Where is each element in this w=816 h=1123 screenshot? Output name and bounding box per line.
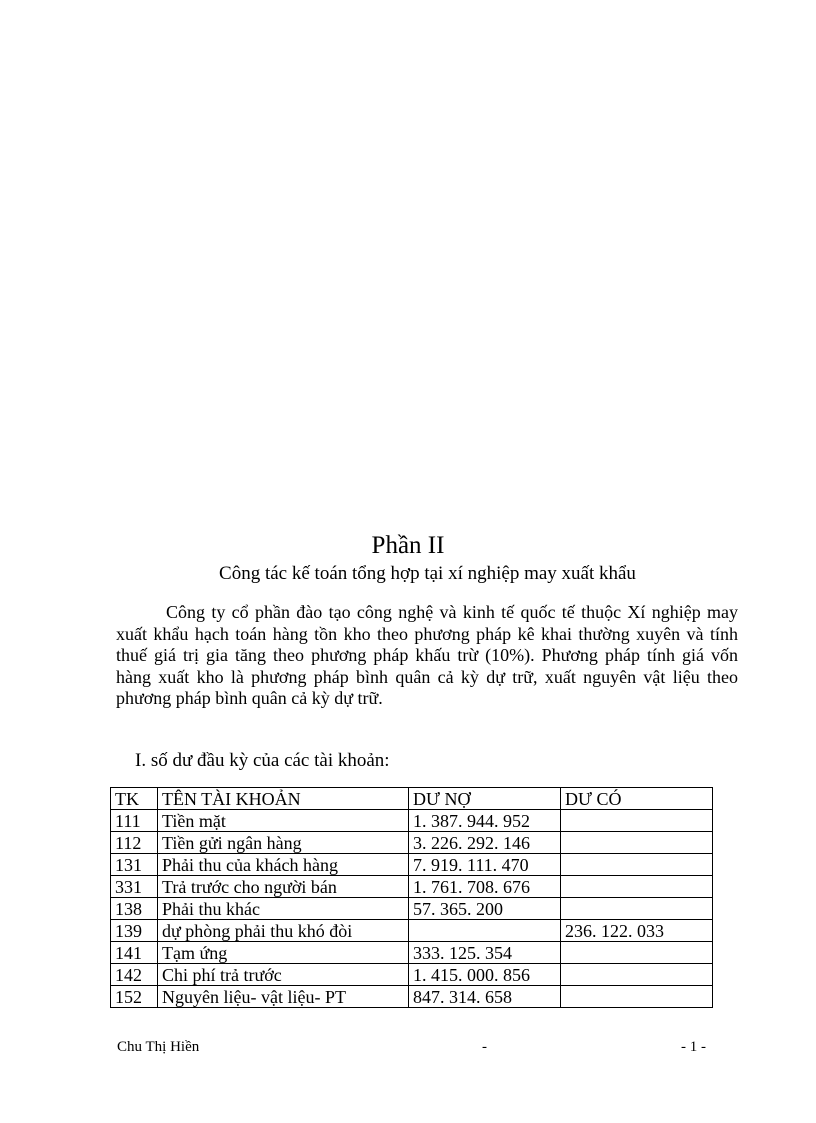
table-row — [111, 986, 713, 1008]
cell-credit — [561, 854, 713, 876]
cell-tk: 111 — [111, 810, 158, 832]
cell-credit — [561, 986, 713, 1008]
header-debit: DƯ NỢ — [409, 788, 561, 810]
cell-debit: 1. 761. 708. 676 — [409, 876, 561, 898]
table-row — [111, 898, 713, 920]
table-row — [111, 854, 713, 876]
cell-tk: 139 — [111, 920, 158, 942]
cell-account-name: Tiền gửi ngân hàng — [158, 832, 409, 854]
table-row — [111, 920, 713, 942]
footer-author: Chu Thị Hiền — [117, 1039, 200, 1055]
header-account-name: TÊN TÀI KHOẢN — [158, 788, 409, 810]
cell-credit — [561, 898, 713, 920]
cell-tk: 112 — [111, 832, 158, 854]
section-heading: I. số dư đầu kỳ của các tài khoản: — [135, 750, 390, 771]
table-row — [111, 832, 713, 854]
cell-credit — [561, 832, 713, 854]
page-title: Phần II — [371, 532, 445, 559]
cell-credit: 236. 122. 033 — [561, 920, 713, 942]
header-credit: DƯ CÓ — [561, 788, 713, 810]
cell-credit — [561, 964, 713, 986]
cell-debit: 57. 365. 200 — [409, 898, 561, 920]
cell-account-name: Chi phí trả trước — [158, 964, 409, 986]
table-row — [111, 876, 713, 898]
cell-account-name: Phải thu của khách hàng — [158, 854, 409, 876]
cell-tk: 142 — [111, 964, 158, 986]
table-row — [111, 964, 713, 986]
cell-credit — [561, 810, 713, 832]
cell-credit — [561, 942, 713, 964]
cell-debit — [409, 920, 561, 942]
table-header-row — [111, 788, 713, 810]
cell-debit: 1. 387. 944. 952 — [409, 810, 561, 832]
cell-debit: 847. 314. 658 — [409, 986, 561, 1008]
cell-tk: 141 — [111, 942, 158, 964]
cell-debit: 333. 125. 354 — [409, 942, 561, 964]
intro-paragraph: Công ty cổ phần đào tạo công nghệ và kinh tế quốc tế thuộc Xí nghiệp may xuất khẩu hạch toán hàng tồn kho theo phương pháp kê khai thường xuyên và tính thuế giá trị gia tăng theo phương pháp khấu trừ (10%). Phương pháp tính giá vốn hàng xuất kho là phương pháp bình quân cả kỳ dự trữ, xuất nguyên vật liệu theo phương pháp bình quân cả kỳ dự trữ. — [116, 602, 738, 709]
cell-account-name: Trả trước cho người bán — [158, 876, 409, 898]
footer-page-number: - 1 - — [681, 1039, 706, 1055]
cell-debit: 1. 415. 000. 856 — [409, 964, 561, 986]
cell-tk: 138 — [111, 898, 158, 920]
cell-debit: 3. 226. 292. 146 — [409, 832, 561, 854]
table-row — [111, 942, 713, 964]
cell-account-name: Nguyên liệu- vật liệu- PT — [158, 986, 409, 1008]
cell-account-name: Tiền mặt — [158, 810, 409, 832]
cell-account-name: Phải thu khác — [158, 898, 409, 920]
account-balance-table — [110, 787, 713, 1008]
page-subtitle: Công tác kế toán tổng hợp tại xí nghiệp may xuất khẩu — [219, 563, 636, 584]
cell-credit — [561, 876, 713, 898]
cell-tk: 152 — [111, 986, 158, 1008]
cell-account-name: dự phòng phải thu khó đòi — [158, 920, 409, 942]
table-row — [111, 810, 713, 832]
footer-separator: - — [482, 1039, 487, 1055]
cell-tk: 131 — [111, 854, 158, 876]
cell-tk: 331 — [111, 876, 158, 898]
header-tk: TK — [111, 788, 158, 810]
cell-account-name: Tạm ứng — [158, 942, 409, 964]
cell-debit: 7. 919. 111. 470 — [409, 854, 561, 876]
